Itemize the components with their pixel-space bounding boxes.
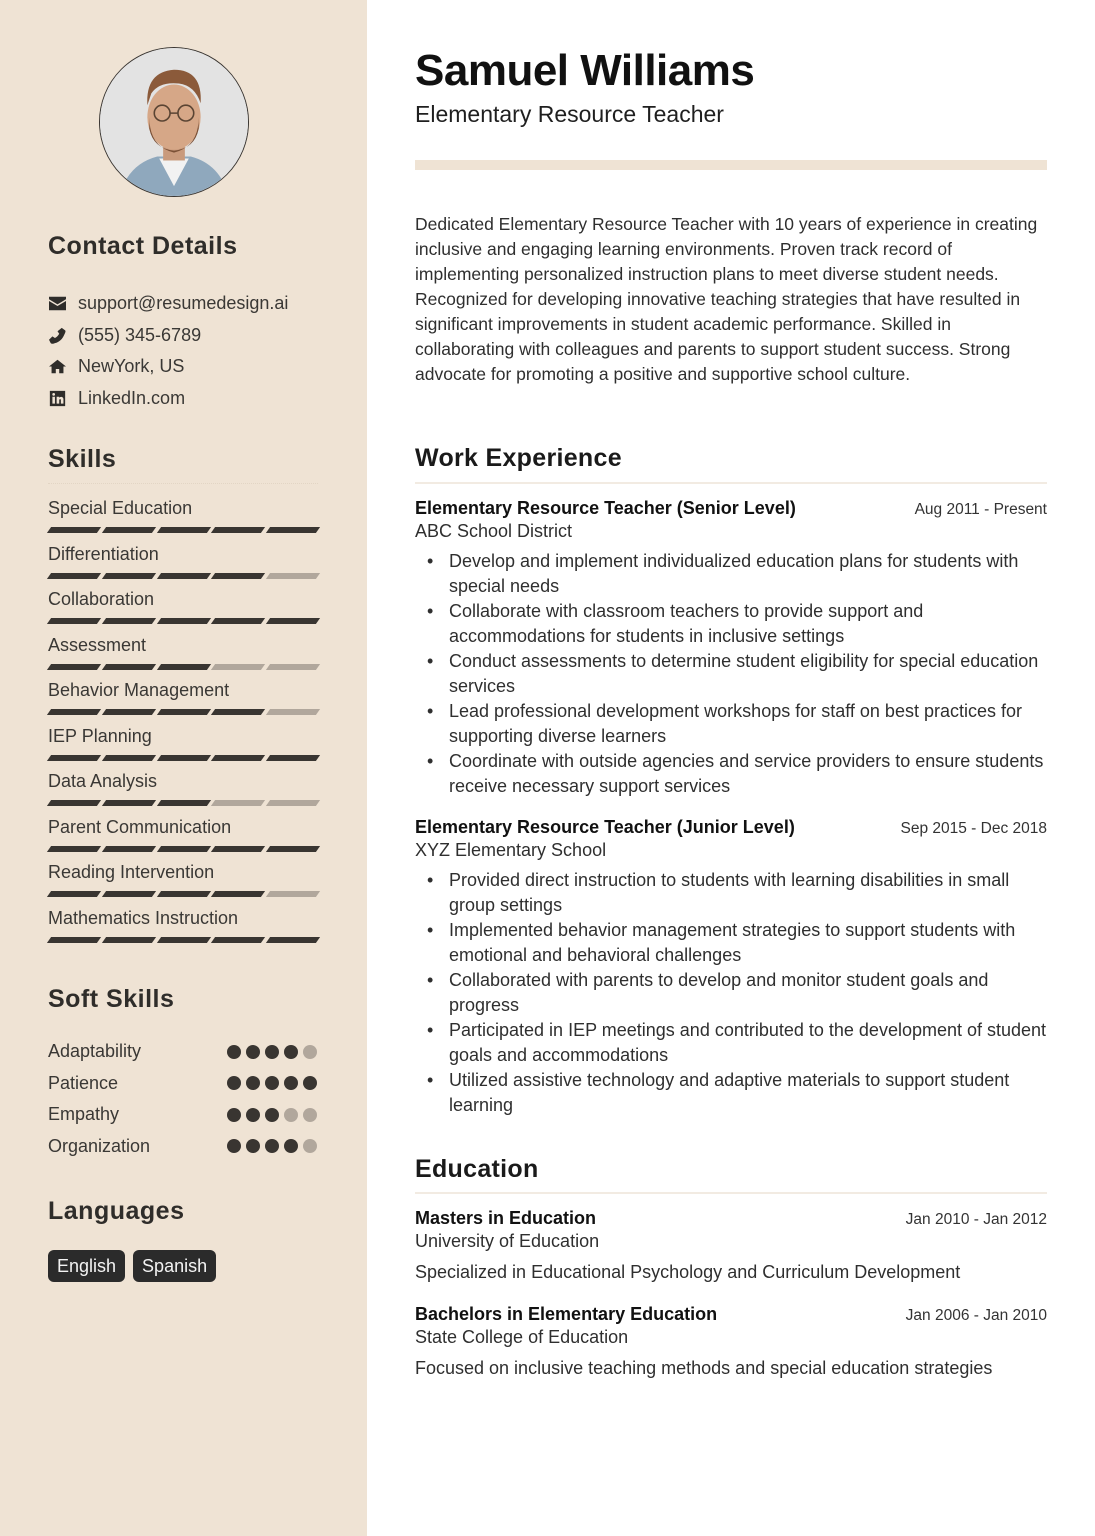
work-experience-heading: Work Experience bbox=[415, 444, 622, 472]
contact-phone[interactable] bbox=[48, 320, 338, 352]
rating-bar-filled bbox=[47, 618, 101, 624]
job-title: Elementary Resource Teacher (Senior Level) bbox=[415, 498, 796, 518]
soft-skill-name: Patience bbox=[48, 1072, 119, 1093]
rating-bar-filled bbox=[47, 891, 101, 897]
skill-rating bbox=[48, 846, 318, 852]
linkedin-icon bbox=[48, 389, 66, 407]
rating-bar-filled bbox=[102, 846, 156, 852]
languages-heading: Languages bbox=[48, 1197, 185, 1225]
skill-item bbox=[48, 815, 318, 861]
skill-rating bbox=[48, 937, 318, 943]
skill-name: Reading Intervention bbox=[48, 862, 215, 882]
rating-dot-filled bbox=[246, 1139, 260, 1153]
job-date: Aug 2011 - Present bbox=[914, 501, 1047, 518]
home-icon bbox=[48, 358, 66, 376]
rating-bar-filled bbox=[102, 618, 156, 624]
job-bullet: • Collaborated with parents to develop and monitor student goals and progress bbox=[415, 968, 1047, 1018]
rating-bar-filled bbox=[47, 527, 101, 533]
skill-name: Differentiation bbox=[48, 543, 159, 564]
job-bullet: • Conduct assessments to determine student eligibility for special education services bbox=[415, 649, 1047, 699]
rating-bar-filled bbox=[102, 891, 156, 897]
contact-linkedin[interactable] bbox=[48, 383, 338, 415]
education-entry bbox=[415, 1208, 1047, 1283]
sidebar bbox=[0, 0, 367, 1536]
skill-item bbox=[48, 724, 318, 770]
rating-bar-filled bbox=[102, 573, 156, 579]
rating-bar-filled bbox=[156, 664, 210, 670]
rating-dot-filled bbox=[227, 1045, 241, 1059]
skills-heading: Skills bbox=[48, 445, 117, 473]
skill-rating bbox=[48, 709, 318, 715]
rating-bar-filled bbox=[156, 755, 210, 761]
education-date: Jan 2010 - Jan 2012 bbox=[905, 1211, 1047, 1228]
person-photo-icon bbox=[100, 48, 248, 196]
job-bullet: • Collaborate with classroom teachers to provide support and accommodations for students in inclusive settings bbox=[415, 599, 1047, 649]
rating-bar-filled bbox=[47, 800, 101, 806]
skill-name: IEP Planning bbox=[48, 725, 152, 746]
job-bullet: • Coordinate with outside agencies and service providers to ensure students receive necessary support services bbox=[415, 749, 1047, 799]
job-bullet: • Lead professional development workshops for staff on best practices for supporting diverse learners bbox=[415, 699, 1047, 749]
skills-list bbox=[48, 496, 318, 951]
rating-dot-empty bbox=[303, 1108, 317, 1122]
envelope-icon bbox=[48, 295, 66, 313]
education-date: Jan 2006 - Jan 2010 bbox=[905, 1307, 1047, 1324]
candidate-title: Elementary Resource Teacher bbox=[415, 101, 724, 127]
rating-bar-empty bbox=[266, 573, 320, 579]
contact-email-text: support@resumedesign.ai bbox=[78, 293, 289, 314]
skill-item bbox=[48, 633, 318, 679]
rating-bar-filled bbox=[102, 527, 156, 533]
rating-dot-filled bbox=[284, 1139, 298, 1153]
rating-bar-filled bbox=[156, 618, 210, 624]
rating-dot-filled bbox=[227, 1076, 241, 1090]
degree-title: Masters in Education bbox=[415, 1208, 597, 1228]
rating-bar-filled bbox=[211, 846, 265, 852]
rating-bar-filled bbox=[211, 527, 265, 533]
skill-name: Assessment bbox=[48, 634, 147, 655]
contact-linkedin-text: LinkedIn.com bbox=[78, 387, 186, 408]
rating-bar-empty bbox=[211, 664, 265, 670]
skill-rating bbox=[48, 573, 318, 579]
candidate-name: Samuel Williams bbox=[415, 46, 755, 95]
rating-bar-filled bbox=[102, 755, 156, 761]
work-divider bbox=[415, 482, 1047, 484]
rating-dot-filled bbox=[265, 1045, 279, 1059]
soft-skill-rating bbox=[227, 1108, 317, 1122]
soft-skill-name: Empathy bbox=[48, 1104, 120, 1125]
contact-phone-text: (555) 345-6789 bbox=[78, 324, 202, 345]
soft-skills-list bbox=[48, 1036, 318, 1162]
skill-item bbox=[48, 587, 318, 633]
soft-skill-item bbox=[48, 1131, 318, 1163]
education-entry bbox=[415, 1304, 1047, 1379]
job-organization: XYZ Elementary School bbox=[415, 840, 607, 860]
job-bullets bbox=[415, 868, 1047, 1118]
header-accent-bar bbox=[415, 160, 1047, 170]
job-bullet: • Develop and implement individualized education plans for students with special needs bbox=[415, 549, 1047, 599]
skill-name: Special Education bbox=[48, 498, 193, 518]
soft-skills-heading: Soft Skills bbox=[48, 985, 175, 1013]
rating-dot-empty bbox=[284, 1108, 298, 1122]
rating-bar-filled bbox=[47, 664, 101, 670]
skill-rating bbox=[48, 618, 318, 624]
rating-dot-filled bbox=[227, 1139, 241, 1153]
skill-item bbox=[48, 496, 318, 542]
rating-bar-filled bbox=[211, 891, 265, 897]
job-title: Elementary Resource Teacher (Junior Level) bbox=[415, 817, 795, 837]
rating-bar-filled bbox=[156, 573, 210, 579]
rating-bar-filled bbox=[47, 573, 101, 579]
education-heading: Education bbox=[415, 1155, 539, 1183]
education-divider bbox=[415, 1192, 1047, 1194]
school-name: University of Education bbox=[415, 1231, 600, 1251]
rating-bar-filled bbox=[211, 709, 265, 715]
rating-bar-filled bbox=[211, 618, 265, 624]
rating-bar-empty bbox=[266, 891, 320, 897]
rating-bar-filled bbox=[102, 709, 156, 715]
phone-icon bbox=[48, 326, 66, 344]
rating-bar-filled bbox=[156, 937, 210, 943]
rating-dot-filled bbox=[246, 1108, 260, 1122]
rating-bar-filled bbox=[266, 846, 320, 852]
rating-dot-filled bbox=[227, 1108, 241, 1122]
job-bullets bbox=[415, 549, 1047, 799]
rating-bar-filled bbox=[266, 937, 320, 943]
rating-bar-filled bbox=[47, 846, 101, 852]
rating-dot-filled bbox=[284, 1076, 298, 1090]
skill-rating bbox=[48, 891, 318, 897]
rating-bar-filled bbox=[156, 527, 210, 533]
soft-skill-item bbox=[48, 1068, 318, 1100]
job-bullet: • Utilized assistive technology and adaptive materials to support student learning bbox=[415, 1068, 1047, 1118]
languages-list bbox=[48, 1250, 216, 1282]
job-bullet: • Provided direct instruction to students with learning disabilities in small group settings bbox=[415, 868, 1047, 918]
skill-name: Mathematics Instruction bbox=[48, 907, 239, 928]
contact-location-text: NewYork, US bbox=[78, 356, 185, 377]
job-organization: ABC School District bbox=[415, 521, 573, 541]
soft-skill-item bbox=[48, 1036, 318, 1068]
skill-name: Collaboration bbox=[48, 589, 155, 609]
rating-bar-filled bbox=[156, 846, 210, 852]
skill-item bbox=[48, 542, 318, 588]
rating-bar-filled bbox=[211, 755, 265, 761]
education-description: Specialized in Educational Psychology and Curriculum Development bbox=[415, 1262, 961, 1282]
rating-dot-filled bbox=[303, 1076, 317, 1090]
profile-photo bbox=[99, 47, 249, 197]
rating-bar-empty bbox=[266, 709, 320, 715]
soft-skill-name: Adaptability bbox=[48, 1041, 142, 1062]
language-tag-english: English bbox=[48, 1250, 125, 1282]
job-entry bbox=[415, 817, 1047, 1118]
rating-dot-filled bbox=[265, 1108, 279, 1122]
rating-dot-filled bbox=[246, 1045, 260, 1059]
rating-bar-filled bbox=[211, 573, 265, 579]
rating-bar-filled bbox=[102, 800, 156, 806]
skill-item bbox=[48, 769, 318, 815]
soft-skill-item bbox=[48, 1099, 318, 1131]
rating-bar-empty bbox=[211, 800, 265, 806]
rating-bar-empty bbox=[266, 800, 320, 806]
skill-item bbox=[48, 906, 318, 952]
contact-email[interactable] bbox=[48, 288, 338, 320]
rating-bar-filled bbox=[266, 527, 320, 533]
skill-rating bbox=[48, 800, 318, 806]
rating-dot-filled bbox=[265, 1076, 279, 1090]
rating-bar-filled bbox=[156, 709, 210, 715]
rating-dot-filled bbox=[246, 1076, 260, 1090]
rating-bar-filled bbox=[47, 709, 101, 715]
language-tag-spanish: Spanish bbox=[133, 1250, 216, 1282]
soft-skill-name: Organization bbox=[48, 1135, 151, 1156]
school-name: State College of Education bbox=[415, 1327, 629, 1347]
summary-text: Dedicated Elementary Resource Teacher with 10 years of experience in creating inclusive and engaging learning environments. Proven track record of implementing personalized instruction plans to meet diverse student needs. Recognized for developing innovative teaching strategies that have resulted in significant improvements in student academic performance. Skilled in collaborating with colleagues and parents to support student success. Strong advocate for promoting a positive and supportive school culture. bbox=[415, 214, 1038, 384]
education-description: Focused on inclusive teaching methods and special education strategies bbox=[415, 1358, 993, 1378]
rating-bar-filled bbox=[211, 937, 265, 943]
rating-dot-filled bbox=[265, 1139, 279, 1153]
skill-rating bbox=[48, 755, 318, 761]
contact-list bbox=[48, 288, 338, 414]
rating-dot-filled bbox=[284, 1045, 298, 1059]
rating-bar-filled bbox=[102, 937, 156, 943]
skill-rating bbox=[48, 664, 318, 670]
rating-bar-filled bbox=[47, 937, 101, 943]
degree-title: Bachelors in Elementary Education bbox=[415, 1304, 718, 1324]
rating-bar-filled bbox=[47, 755, 101, 761]
rating-bar-filled bbox=[156, 800, 210, 806]
skill-name: Behavior Management bbox=[48, 680, 230, 700]
skills-divider bbox=[48, 483, 318, 484]
rating-bar-filled bbox=[156, 891, 210, 897]
skill-name: Parent Communication bbox=[48, 816, 232, 837]
soft-skill-rating bbox=[227, 1076, 317, 1090]
rating-bar-empty bbox=[266, 664, 320, 670]
job-bullet: • Implemented behavior management strategies to support students with emotional and behavioral challenges bbox=[415, 918, 1047, 968]
skill-rating bbox=[48, 527, 318, 533]
rating-bar-filled bbox=[266, 618, 320, 624]
job-bullet: • Participated in IEP meetings and contributed to the development of student goals and accommodations bbox=[415, 1018, 1047, 1068]
rating-dot-empty bbox=[303, 1139, 317, 1153]
skill-item bbox=[48, 678, 318, 724]
rating-dot-empty bbox=[303, 1045, 317, 1059]
soft-skill-rating bbox=[227, 1139, 317, 1153]
skill-name: Data Analysis bbox=[48, 771, 158, 791]
job-entry bbox=[415, 498, 1047, 799]
soft-skill-rating bbox=[227, 1045, 317, 1059]
contact-location bbox=[48, 351, 338, 383]
rating-bar-filled bbox=[266, 755, 320, 761]
job-date: Sep 2015 - Dec 2018 bbox=[900, 820, 1047, 837]
contact-heading: Contact Details bbox=[48, 232, 238, 260]
skill-item bbox=[48, 860, 318, 906]
rating-bar-filled bbox=[102, 664, 156, 670]
